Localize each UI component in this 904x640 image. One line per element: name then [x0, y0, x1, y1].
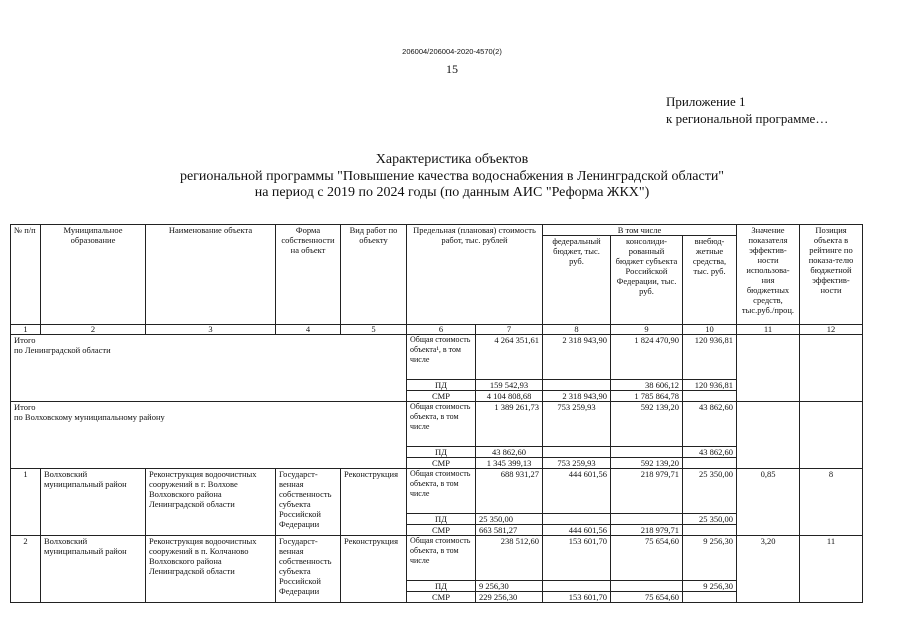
federal-cell	[543, 447, 611, 458]
extra-cell: 43 862,60	[683, 402, 737, 447]
object-row	[11, 469, 863, 514]
federal-cell	[543, 581, 611, 592]
object-name: Реконструкция водоочистных сооружений в п. Колчаново Волховского района Ленинградской области	[146, 536, 276, 603]
cost-cell: 238 512,60	[476, 536, 543, 581]
col-number: 6	[407, 325, 476, 335]
cost-cell: 25 350,00	[476, 514, 543, 525]
position-cell	[800, 402, 863, 469]
consolidated-cell: 1 824 470,90	[611, 335, 683, 380]
pd-label: ПД	[407, 581, 476, 592]
federal-cell	[543, 514, 611, 525]
extra-cell	[683, 391, 737, 402]
extra-cell: 25 350,00	[683, 469, 737, 514]
header-ownership: Форма собственности на объект	[276, 225, 341, 325]
consolidated-cell: 218 979,71	[611, 525, 683, 536]
smr-label: СМР	[407, 391, 476, 402]
header-max-cost: Предельная (плановая) стоимость работ, тыс. рублей	[407, 225, 543, 325]
header-municipality: Муниципальное образование	[41, 225, 146, 325]
total-region-label: Итого по Ленинградской области	[11, 335, 407, 402]
object-name: Реконструкция водоочистных сооружений в г. Волхове Волховского района Ленинградской области	[146, 469, 276, 536]
federal-cell: 753 259,93	[543, 402, 611, 447]
cost-cell: 688 931,27	[476, 469, 543, 514]
title-line-1: Характеристика объектов	[375, 152, 529, 167]
position-cell	[800, 335, 863, 402]
pd-label: ПД	[407, 514, 476, 525]
header-consolidated: консолиди-рованный бюджет субъекта Российской Федерации, тыс. руб.	[611, 236, 683, 325]
col-number: 8	[543, 325, 611, 335]
cost-cell: 1 389 261,73	[476, 402, 543, 447]
header-extra-budget: внебюд-жетные средства, тыс. руб.	[683, 236, 737, 325]
object-row	[11, 536, 863, 581]
col-number: 4	[276, 325, 341, 335]
extra-cell	[683, 525, 737, 536]
consolidated-cell	[611, 581, 683, 592]
extra-cell: 120 936,81	[683, 335, 737, 380]
header-including: В том числе	[543, 225, 737, 236]
smr-label: СМР	[407, 525, 476, 536]
col-number: 5	[341, 325, 407, 335]
cost-cell: 663 581,27	[476, 525, 543, 536]
consolidated-cell: 218 979,71	[611, 469, 683, 514]
total-label: Общая стоимость объекта¹, в том числе	[407, 335, 476, 380]
cost-cell: 4 264 351,61	[476, 335, 543, 380]
col-number: 2	[41, 325, 146, 335]
object-ownership: Государст-венная собственность субъекта Российской Федерации	[276, 469, 341, 536]
total-district-label: Итого по Волховскому муниципальному району	[11, 402, 407, 469]
cost-cell: 9 256,30	[476, 581, 543, 592]
smr-label: СМР	[407, 592, 476, 603]
extra-cell: 9 256,30	[683, 581, 737, 592]
consolidated-cell	[611, 447, 683, 458]
federal-cell: 153 601,70	[543, 592, 611, 603]
extra-cell: 25 350,00	[683, 514, 737, 525]
total-district-row	[11, 402, 863, 447]
col-number: 12	[800, 325, 863, 335]
federal-cell: 153 601,70	[543, 536, 611, 581]
federal-cell: 2 318 943,90	[543, 391, 611, 402]
pd-label: ПД	[407, 380, 476, 391]
header-object-name: Наименование объекта	[146, 225, 276, 325]
header-work-type: Вид работ по объекту	[341, 225, 407, 325]
object-num: 1	[11, 469, 41, 536]
col-number: 10	[683, 325, 737, 335]
consolidated-cell: 38 606,12	[611, 380, 683, 391]
col-number: 7	[476, 325, 543, 335]
col-number: 1	[11, 325, 41, 335]
total-region-row	[11, 335, 863, 380]
appendix-note	[666, 93, 828, 127]
header-indicator: Значение показателя эффектив-ности использова-ния бюджетных средств, тыс.руб./проц.	[737, 225, 800, 325]
indicator-cell: 0,85	[737, 469, 800, 536]
col-number: 9	[611, 325, 683, 335]
consolidated-cell: 75 654,60	[611, 592, 683, 603]
cost-cell: 229 256,30	[476, 592, 543, 603]
position-cell: 11	[800, 536, 863, 603]
federal-cell: 444 601,56	[543, 469, 611, 514]
appendix-line-2: к региональной программе…	[666, 111, 829, 126]
consolidated-cell: 592 139,20	[611, 402, 683, 447]
object-municipality: Волховский муниципальный район	[41, 469, 146, 536]
smr-label: СМР	[407, 458, 476, 469]
indicator-cell	[737, 402, 800, 469]
federal-cell: 444 601,56	[543, 525, 611, 536]
object-work-type: Реконструкция	[341, 469, 407, 536]
indicator-cell: 3,20	[737, 536, 800, 603]
header-row-1	[11, 225, 863, 236]
header-position: Позиция объекта в рейтинге по показа-телю бюджетной эффектив-ности	[800, 225, 863, 325]
header-num: № п/п	[11, 225, 41, 325]
title-line-2: региональной программы "Повышение качества водоснабжения в Ленинградской области"	[179, 168, 725, 184]
extra-cell: 9 256,30	[683, 536, 737, 581]
col-number: 11	[737, 325, 800, 335]
object-municipality: Волховский муниципальный район	[41, 536, 146, 603]
cost-cell: 159 542,93	[476, 380, 543, 391]
document-title	[0, 152, 904, 202]
total-label: Общая стоимость объекта, в том числе	[407, 402, 476, 447]
cost-cell: 4 104 808,68	[476, 391, 543, 402]
consolidated-cell	[611, 514, 683, 525]
consolidated-cell: 1 785 864,78	[611, 391, 683, 402]
object-ownership: Государст-венная собственность субъекта Российской Федерации	[276, 536, 341, 603]
position-cell: 8	[800, 469, 863, 536]
federal-cell	[543, 380, 611, 391]
total-label: Общая стоимость объекта, в том числе	[407, 469, 476, 514]
indicator-cell	[737, 335, 800, 402]
document-id: 206004/206004-2020-4570(2)	[402, 47, 502, 56]
page-number: 15	[446, 62, 458, 76]
cost-cell: 43 862,60	[476, 447, 543, 458]
extra-cell	[683, 458, 737, 469]
federal-cell: 2 318 943,90	[543, 335, 611, 380]
extra-cell: 43 862,60	[683, 447, 737, 458]
extra-cell	[683, 592, 737, 603]
total-label: Общая стоимость объекта, в том числе	[407, 536, 476, 581]
title-line-3: на период с 2019 по 2024 годы (по данным АИС "Реформа ЖКХ")	[254, 185, 650, 200]
column-numbers-row	[11, 325, 863, 335]
pd-label: ПД	[407, 447, 476, 458]
federal-cell: 753 259,93	[543, 458, 611, 469]
cost-cell: 1 345 399,13	[476, 458, 543, 469]
header-federal: федеральный бюджет, тыс. руб.	[543, 236, 611, 325]
object-work-type: Реконструкция	[341, 536, 407, 603]
col-number: 3	[146, 325, 276, 335]
object-num: 2	[11, 536, 41, 603]
consolidated-cell: 75 654,60	[611, 536, 683, 581]
appendix-line-1: Приложение 1	[666, 94, 746, 109]
consolidated-cell: 592 139,20	[611, 458, 683, 469]
extra-cell: 120 936,81	[683, 380, 737, 391]
objects-table	[10, 224, 863, 603]
